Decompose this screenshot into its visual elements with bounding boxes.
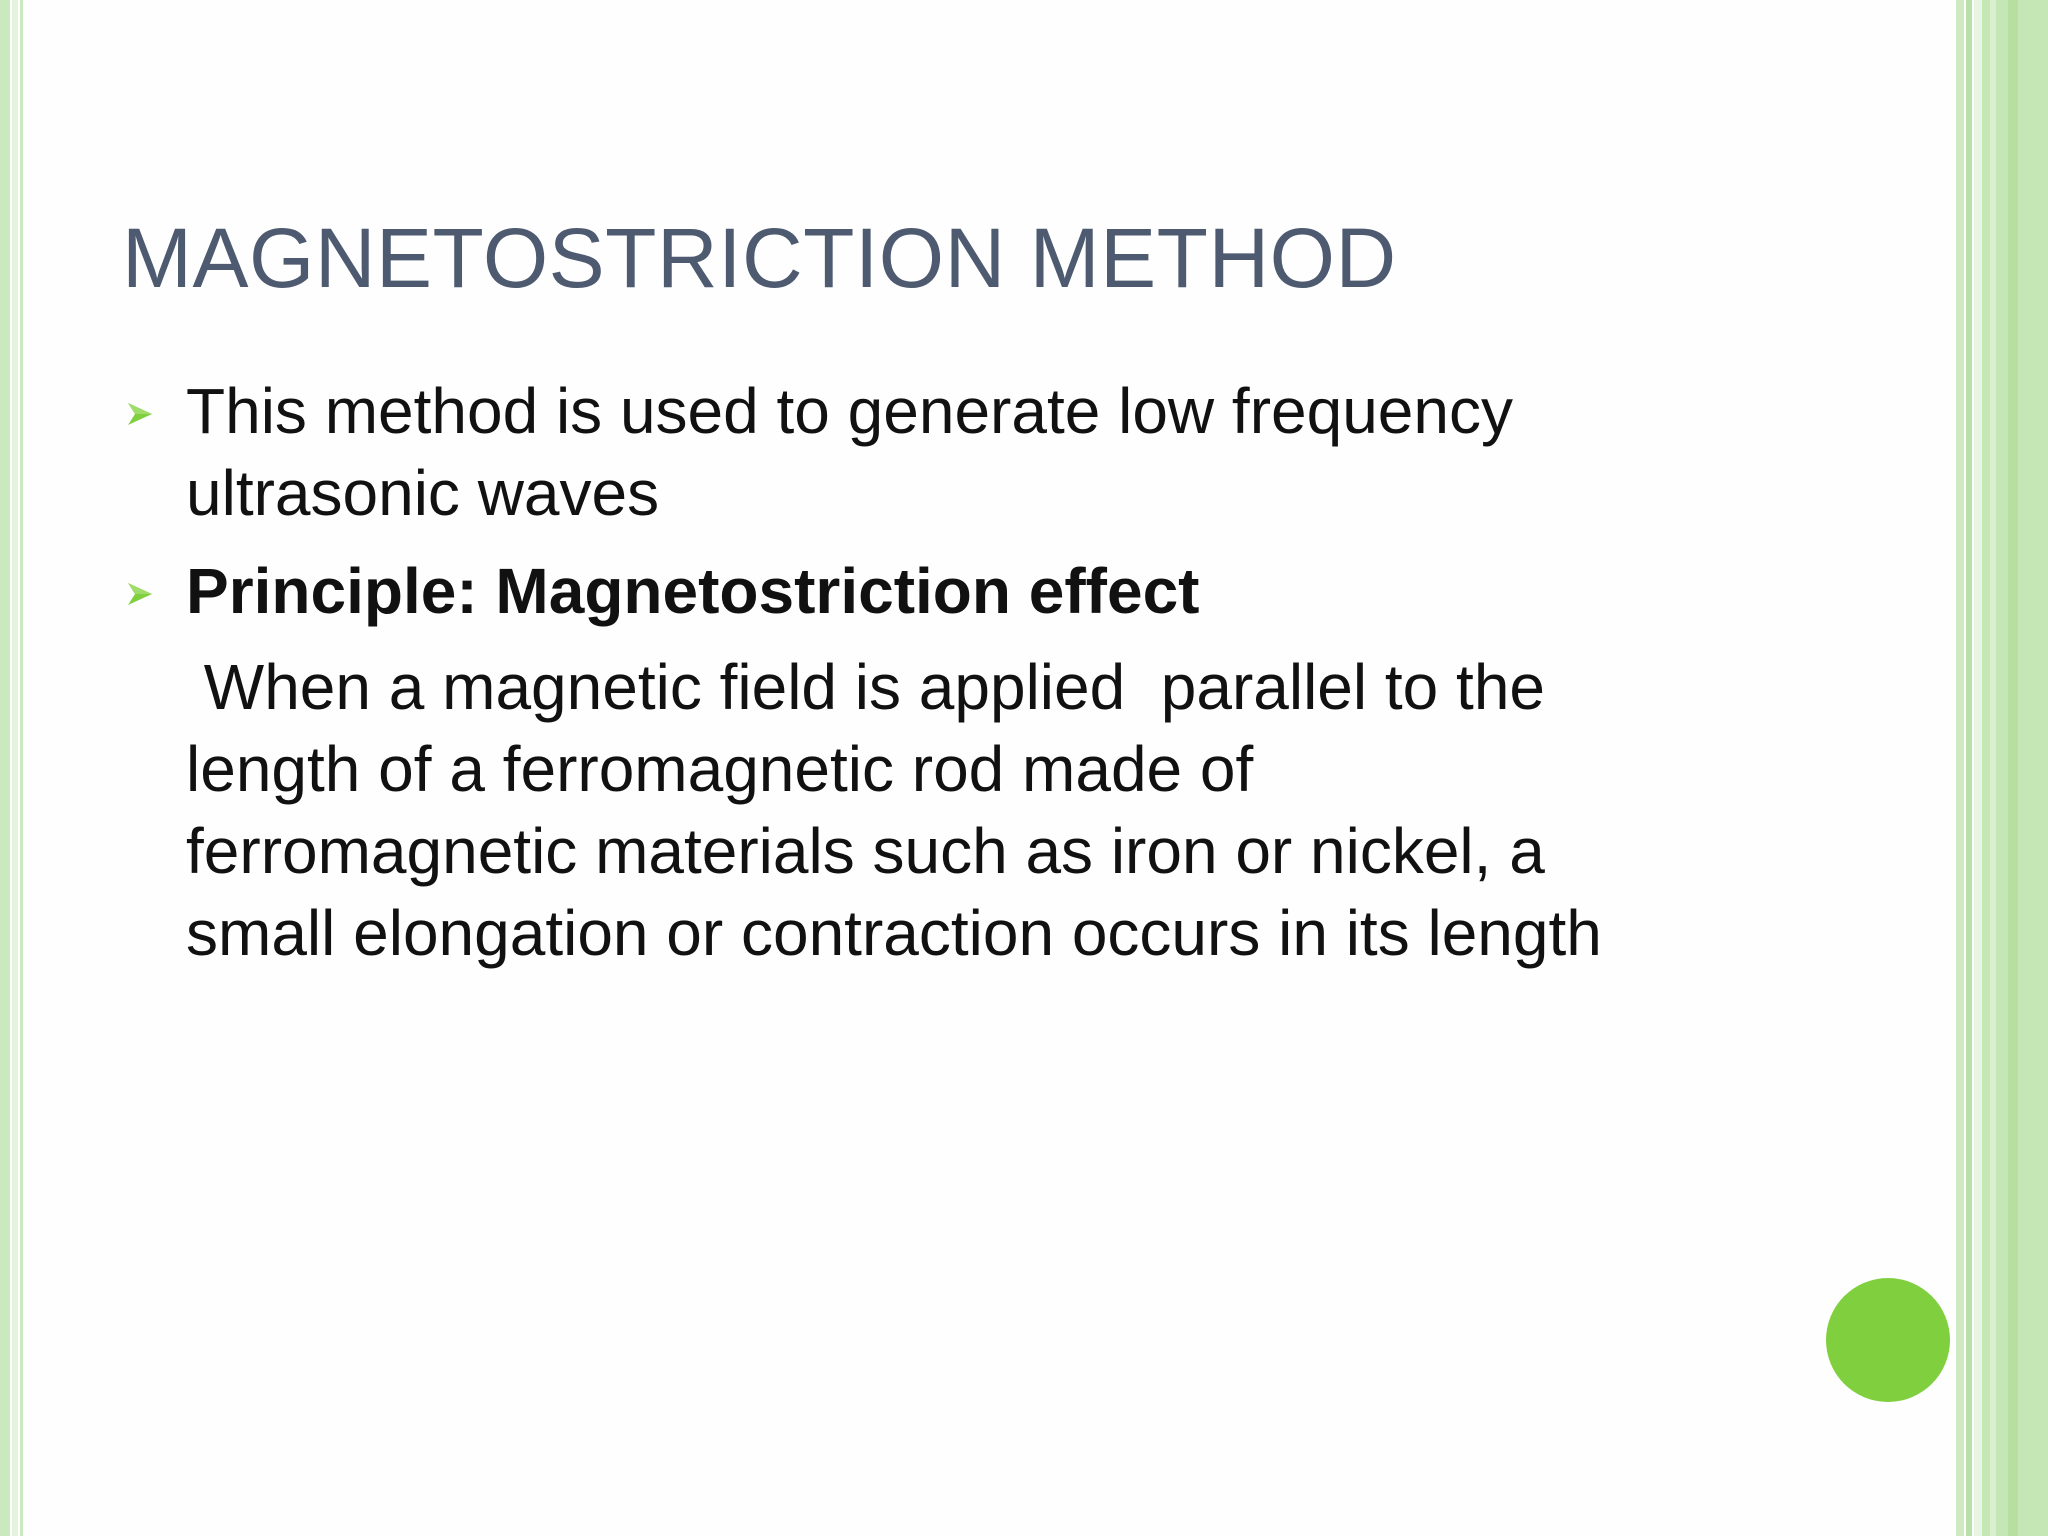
right-border-stripe — [1956, 0, 1964, 1536]
right-border-stripe — [2008, 0, 2018, 1536]
paragraph-line: length of a ferromagnetic rod made of — [186, 733, 1254, 805]
left-border-stripe — [20, 0, 23, 1536]
left-border-stripe — [12, 0, 18, 1536]
right-border-stripe — [1990, 0, 1996, 1536]
decorative-green-circle — [1826, 1278, 1950, 1402]
paragraph-line: When a magnetic field is applied parallel to the — [186, 651, 1545, 723]
bullet-text-line: This method is used to generate low frequency — [186, 375, 1513, 447]
paragraph-line: ferromagnetic materials such as iron or nickel, a — [186, 815, 1545, 887]
arrowhead-bullet-icon — [126, 400, 154, 428]
right-border-stripe — [1966, 0, 1972, 1536]
arrowhead-bullet-icon — [126, 580, 154, 608]
slide-title: MAGNETOSTRICTION METHOD — [122, 211, 1397, 305]
right-border-stripe — [1974, 0, 1982, 1536]
principle-description — [122, 646, 1742, 974]
bullet-text-line: ultrasonic waves — [186, 457, 660, 529]
paragraph-line: small elongation or contraction occurs in its length — [186, 897, 1602, 969]
bullet-item — [122, 550, 1742, 632]
left-border-stripe — [0, 0, 10, 1536]
bullet-item — [122, 370, 1742, 534]
slide-body — [122, 370, 1742, 974]
principle-heading: Principle: Magnetostriction effect — [186, 555, 1200, 627]
